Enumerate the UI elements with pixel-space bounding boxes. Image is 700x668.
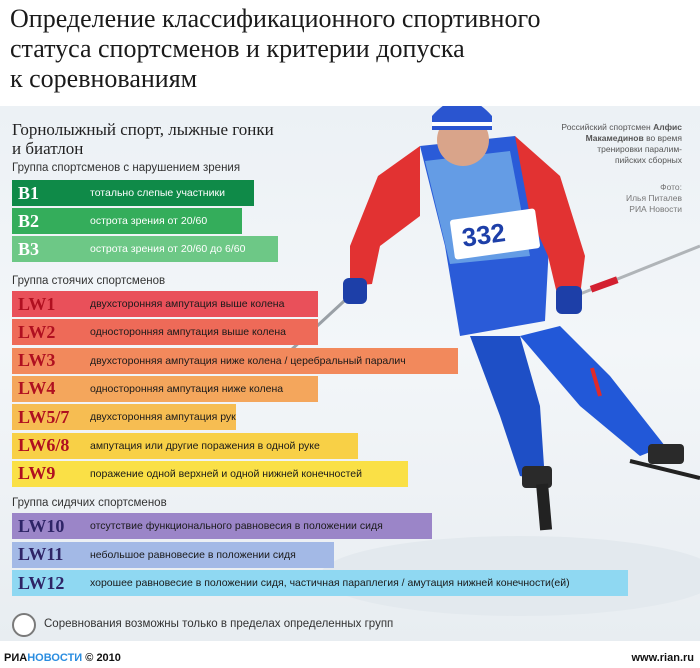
note-text: Соревнования возможны только в пределах определенных групп bbox=[44, 618, 394, 630]
caption-line-2: во время bbox=[646, 133, 682, 143]
category-row-b2 bbox=[12, 208, 242, 234]
category-code: LW5/7 bbox=[18, 406, 70, 427]
category-description: отсутствие функционального равновесия в положении сидя bbox=[90, 520, 383, 532]
title-line-1: Определение классификационного спортивного bbox=[10, 4, 541, 33]
category-description: односторонняя ампутация ниже колена bbox=[90, 382, 284, 395]
sport-title-line-1: Горнолыжный спорт, лыжные гонки bbox=[12, 120, 274, 139]
category-code: LW1 bbox=[18, 293, 56, 314]
category-description: односторонняя ампутация выше колена bbox=[90, 326, 286, 339]
category-row-b1 bbox=[12, 180, 254, 206]
credit-line-2: Илья Питалев bbox=[625, 193, 682, 203]
category-row-lw5-7 bbox=[12, 404, 236, 430]
category-description: ампутация или другие поражения в одной руке bbox=[90, 439, 320, 452]
title-line-3: к соревнованиям bbox=[10, 64, 198, 93]
category-code: B2 bbox=[18, 210, 40, 231]
category-description: хорошее равновесие в положении сидя, частичная параплегия / амутация нижней конечности(ей) bbox=[90, 577, 570, 589]
category-row-lw6-8 bbox=[12, 433, 358, 459]
site-link[interactable]: www.rian.ru bbox=[631, 652, 694, 664]
category-row-lw1 bbox=[12, 291, 318, 317]
category-code: LW10 bbox=[18, 515, 65, 536]
photo-credit bbox=[626, 182, 682, 215]
category-row-lw9 bbox=[12, 461, 408, 487]
category-row-lw10 bbox=[12, 513, 432, 539]
credit-line-3: РИА Новости bbox=[629, 204, 682, 214]
ria-logo bbox=[4, 652, 121, 664]
group-heading-standing: Группа стоячих спортсменов bbox=[12, 275, 166, 287]
caption-line-4: пийских сборных bbox=[614, 155, 682, 165]
logo-main: РИА bbox=[4, 652, 28, 664]
caption-line-1: Российский спортсмен bbox=[561, 122, 651, 132]
category-code: LW12 bbox=[18, 572, 65, 593]
category-code: LW11 bbox=[18, 544, 64, 564]
bib-number: 332 bbox=[460, 217, 508, 253]
photo-caption bbox=[542, 122, 682, 166]
logo-accent: НОВОСТИ bbox=[27, 652, 83, 664]
group-heading-visual: Группа спортсменов с нарушением зрения bbox=[12, 162, 241, 174]
category-description: поражение одной верхней и одной нижней конечностей bbox=[90, 467, 362, 480]
category-description: тотально слепые участники bbox=[90, 187, 225, 199]
caption-name-last: Макамединов bbox=[585, 133, 644, 143]
category-code: LW3 bbox=[18, 350, 56, 371]
note-circle-icon bbox=[12, 613, 36, 637]
footer bbox=[0, 646, 700, 668]
caption-line-3: тренировки паралим- bbox=[597, 144, 682, 154]
caption-name-first: Алфис bbox=[653, 122, 682, 132]
category-code: LW2 bbox=[18, 321, 56, 342]
category-description: острота зрения от 20/60 bbox=[90, 215, 208, 227]
group-heading-sitting: Группа сидячих спортсменов bbox=[12, 497, 167, 509]
page-title bbox=[10, 4, 650, 94]
category-code: LW6/8 bbox=[18, 435, 70, 455]
title-line-2: статуса спортсменов и критерии допуска bbox=[10, 34, 465, 63]
category-row-lw2 bbox=[12, 319, 318, 345]
credit-line-1: Фото: bbox=[660, 182, 682, 192]
category-row-b3 bbox=[12, 236, 278, 262]
category-row-lw3 bbox=[12, 348, 458, 374]
sport-title-line-2: и биатлон bbox=[12, 139, 84, 158]
category-code: B1 bbox=[18, 182, 40, 203]
category-description: острота зрения от 20/60 до 6/60 bbox=[90, 243, 246, 255]
category-description: двухсторонняя ампутация рук bbox=[90, 411, 236, 424]
category-row-lw4 bbox=[12, 376, 318, 402]
category-description: небольшое равновесие в положении сидя bbox=[90, 548, 296, 561]
category-description: двухсторонняя ампутация ниже колена / церебральный паралич bbox=[90, 354, 406, 367]
sport-title bbox=[12, 120, 274, 158]
category-code: LW4 bbox=[18, 378, 56, 399]
category-code: LW9 bbox=[18, 463, 56, 484]
category-code: B3 bbox=[18, 238, 40, 259]
copyright: © 2010 bbox=[85, 652, 121, 664]
category-row-lw12 bbox=[12, 570, 628, 596]
category-description: двухсторонняя ампутация выше колена bbox=[90, 298, 285, 310]
category-row-lw11 bbox=[12, 542, 334, 568]
